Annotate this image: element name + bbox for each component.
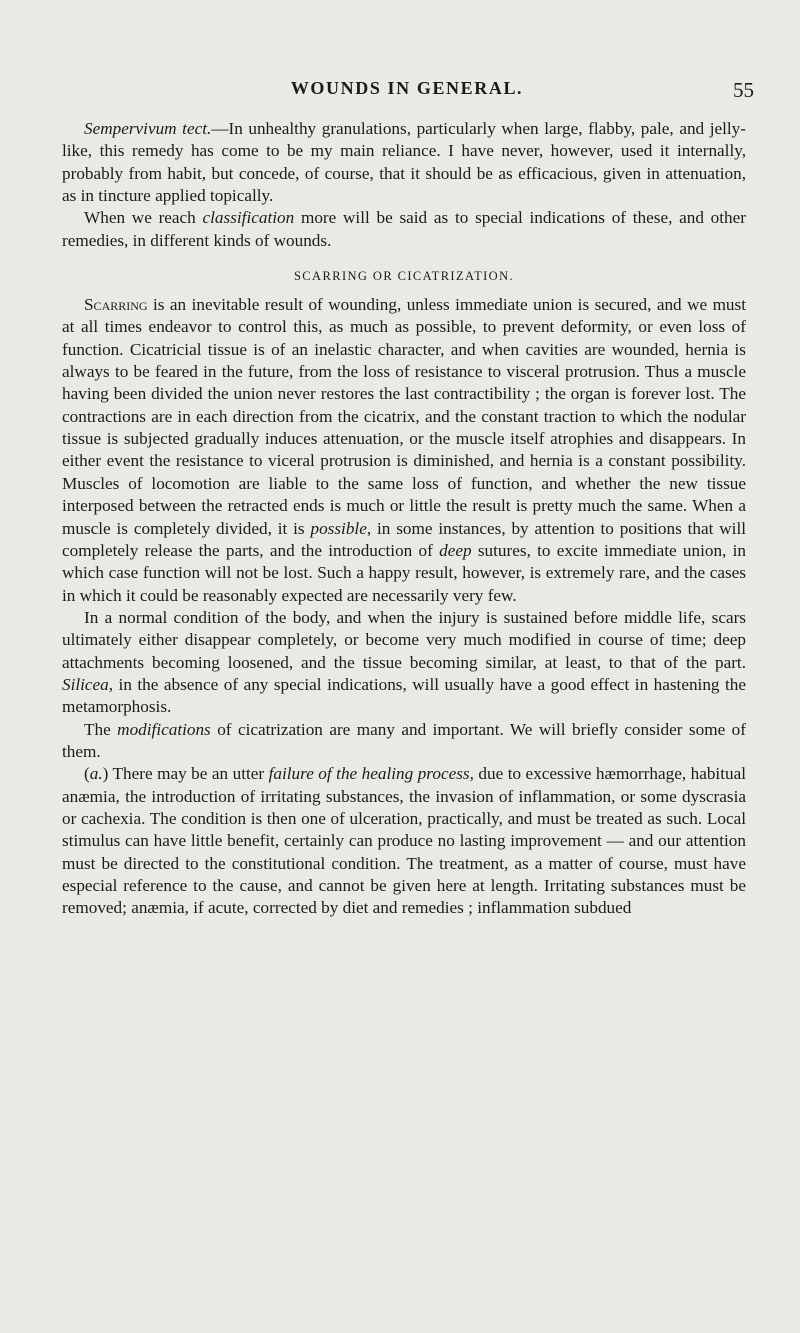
paragraph-sempervivum: Sempervivum tect.—In unhealthy granulations, particularly when large, flabby, pale, and jelly-like, this remedy has come to be my main reliance. I have never, however, used it internally, probably from habit, but concede, of course, that it should be as efficacious, given in attenuation, as in tincture applied topically. bbox=[62, 119, 746, 206]
running-head bbox=[60, 78, 754, 108]
list-marker: a. bbox=[89, 764, 103, 784]
page-number: 55 bbox=[733, 78, 754, 102]
emphasis: possible bbox=[310, 518, 367, 538]
paragraph-scarring: Scarring is an inevitable result of wounding, unless immediate union is secured, and we must at all times endeavor to control this, as much as possible, to prevent deformity, or even loss of function. Cicatricial tissue is of an inelastic character, and when cavities are wounded, hernia is always to be feared in the future, from the loss of resistance to visceral protrusion. Thus a muscle having been divided the union never restores the last contractibility ; the organ is forever lost. The contractions are in each direction from the cicatrix, and the constant traction to which the nodular tissue is subjected gradually induces attenuation, or the muscle itself atrophies and disappears. In either event the resistance to viceral protrusion is diminished, and hernia is a constant possibility. Muscles of locomotion are liable to the same loss of function, and whether the new tissue interposed between the retracted ends is much or little the result is pretty much the same. When a muscle is completely divided, it is possible, in some instances, by attention to positions that will completely release the parts, and the introduction of deep sutures, to excite immediate union, in which case function will not be lost. Such a happy result, however, is extremely rare, and the cases in which it could be reasonably expected are necessarily very few. bbox=[62, 295, 747, 605]
paragraph-modifications: The modifications of cicatrization are many and important. We will briefly consider some of them. bbox=[62, 719, 746, 761]
remedy-name: Silicea bbox=[62, 674, 109, 694]
body-text bbox=[62, 118, 746, 920]
paragraph-failure-of-healing: (a.) There may be an utter failure of the healing process, due to excessive hæmorrhage, habitual anæmia, the introduction of irritating substances, the invasion of inflammation, or some dyscrasia or cachexia. The condition is then one of ulceration, practically, and must be treated as such. Local stimulus can have little benefit, certainly can produce no lasting improvement — and our attention must be directed to the constitutional condition. The treatment, as a matter of course, must have especial reference to the cause, and cannot be given here at length. Irritating substances must be removed; anæmia, if acute, corrected by diet and remedies ; inflammation subdued bbox=[62, 764, 746, 918]
emphasis: classification bbox=[202, 208, 295, 228]
remedy-name: Sempervivum tect. bbox=[84, 119, 212, 138]
running-title: WOUNDS IN GENERAL. bbox=[290, 78, 524, 98]
lead-word: Scarring bbox=[84, 295, 148, 315]
paragraph-normal-condition: In a normal condition of the body, and when the injury is sustained before middle life, scars ultimately either disappear completely, or become very much modified in course of time; deep attachments becoming loosened, and the tissue becoming similar, at least, to that of the part. Silicea, in the absence of any special indications, will usually have a good effect in hastening the metamorphosis. bbox=[62, 607, 746, 717]
paragraph-classification: When we reach classification more will be said as to special indications of these, and other remedies, in different kinds of wounds. bbox=[62, 208, 746, 250]
emphasis: failure of the healing process bbox=[268, 764, 470, 784]
emphasis: deep bbox=[439, 540, 472, 560]
section-heading: SCARRING OR CICATRIZATION. bbox=[293, 269, 515, 284]
emphasis: modifications bbox=[117, 719, 211, 739]
